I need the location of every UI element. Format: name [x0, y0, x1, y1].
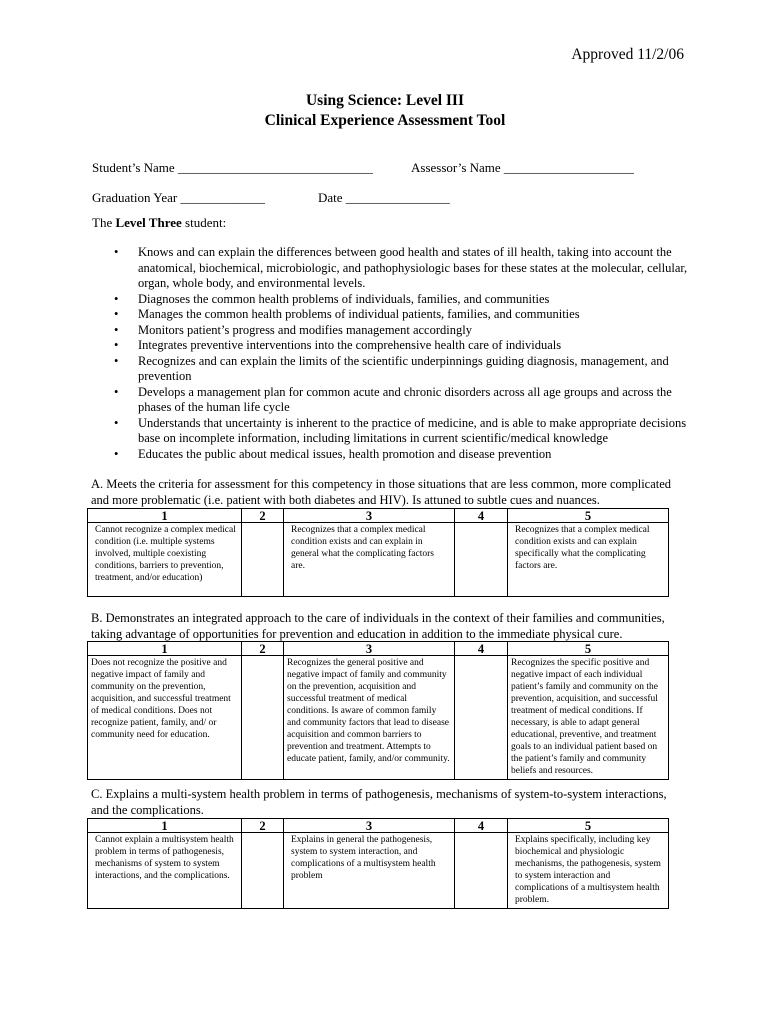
score-3-criteria[interactable]: Recognizes the general positive and negative impact of family and community on the prevention, acquisition and successful treatment of medical conditions. Is aware of common family and community factors that lead to disease acquisition and common barriers to prevention and treatment. Attempts to educate patient, family, and/or community.: [284, 656, 455, 780]
score-1-header: 1: [88, 642, 242, 656]
competency-item: • Monitors patient’s progress and modifies management accordingly: [92, 323, 692, 339]
score-1-header: 1: [88, 819, 242, 833]
lead-prefix: The: [92, 215, 116, 230]
competency-item: • Develops a management plan for common acute and chronic disorders across all age groups and across the phases of the human life cycle: [92, 385, 692, 416]
score-3-header: 3: [284, 642, 455, 656]
score-2-header: 2: [242, 819, 284, 833]
score-1-header: 1: [88, 509, 242, 523]
score-4-cell[interactable]: [455, 523, 508, 597]
score-5-header: 5: [508, 642, 669, 656]
date-field[interactable]: Date ________________: [318, 190, 450, 205]
level-statement: [92, 215, 226, 231]
competency-list: [92, 245, 692, 462]
competency-item: • Understands that uncertainty is inherent to the practice of medicine, and is able to make appropriate decisions base on incomplete information, including limitations in current scientific/medical knowledge: [92, 416, 692, 447]
section-c-rubric: [87, 818, 669, 909]
section-c-heading: C. Explains a multi-system health problem in terms of pathogenesis, mechanisms of system-to-system interactions, and the complications.: [91, 787, 667, 817]
score-3-criteria[interactable]: Recognizes that a complex medical condition exists and can explain in general what the complicating factors are.: [284, 523, 455, 597]
score-1-criteria[interactable]: Does not recognize the positive and negative impact of family and community on the prevention, acquisition, and successful treatment of medical conditions. Does not recognize patient, family, and/ or community need for education.: [88, 656, 242, 780]
score-5-criteria[interactable]: Recognizes that a complex medical condition exists and can explain specifically what the complicating factors are.: [508, 523, 669, 597]
assessor-name-field[interactable]: Assessor’s Name ____________________: [411, 160, 634, 175]
competency-item: • Recognizes and can explain the limits of the scientific underpinnings guiding diagnosis, management, and prevention: [92, 354, 692, 385]
score-4-header: 4: [455, 819, 508, 833]
section-b-heading: B. Demonstrates an integrated approach to the care of individuals in the context of their families and communities, taking advantage of opportunities for prevention and education in addition to the immediate physical cure.: [91, 611, 665, 641]
competency-item: • Manages the common health problems of individual patients, families, and communities: [92, 307, 692, 323]
score-5-header: 5: [508, 819, 669, 833]
score-5-criteria[interactable]: Explains specifically, including key biochemical and physiologic mechanisms, the pathogenesis, system to system interaction and complications of a multisystem health problem.: [508, 833, 669, 909]
page-title: Using Science: Level III: [305, 92, 464, 109]
score-3-header: 3: [284, 819, 455, 833]
score-5-criteria[interactable]: Recognizes the specific positive and negative impact of each individual patient’s family and community on the prevention, acquisition, and successful treatment of medical conditions. If necessary, is able to adapt general educational, preventive, and treatment goals to an individual patient based on the patient’s family and community beliefs and resources.: [508, 656, 669, 780]
score-2-header: 2: [242, 509, 284, 523]
score-2-cell[interactable]: [242, 833, 284, 909]
competency-item: • Knows and can explain the differences between good health and states of ill health, taking into account the anatomical, biochemical, microbiologic, and pathophysiologic bases for these states at the molecular, cellular, organ, whole body, and environmental levels.: [92, 245, 692, 292]
score-1-criteria[interactable]: Cannot recognize a complex medical condition (i.e. multiple systems involved, multiple coexisting conditions, barriers to prevention, treatment, and/or education): [88, 523, 242, 597]
score-4-header: 4: [455, 642, 508, 656]
score-4-header: 4: [455, 509, 508, 523]
section-b-rubric: [87, 641, 669, 780]
student-name-field[interactable]: Student’s Name ______________________________: [92, 160, 373, 175]
lead-suffix: student:: [181, 215, 227, 230]
section-a-rubric: [87, 508, 669, 597]
score-3-criteria[interactable]: Explains in general the pathogenesis, system to system interaction, and complications of a multisystem health problem: [284, 833, 455, 909]
score-4-cell[interactable]: [455, 833, 508, 909]
competency-item: • Educates the public about medical issues, health promotion and disease prevention: [92, 447, 692, 463]
score-2-header: 2: [242, 642, 284, 656]
competency-item: • Integrates preventive interventions into the comprehensive health care of individuals: [92, 338, 692, 354]
graduation-year-field[interactable]: Graduation Year _____________: [92, 190, 265, 205]
approval-date: Approved 11/2/06: [571, 46, 684, 63]
score-2-cell[interactable]: [242, 656, 284, 780]
score-1-criteria[interactable]: Cannot explain a multisystem health problem in terms of pathogenesis, mechanisms of system to system interactions, and the complications.: [88, 833, 242, 909]
score-3-header: 3: [284, 509, 455, 523]
score-2-cell[interactable]: [242, 523, 284, 597]
section-a-heading: A. Meets the criteria for assessment for this competency in those situations that are less common, more complicated and more problematic (i.e. patient with both diabetes and HIV). Is attuned to subtle cues and nuances.: [91, 477, 672, 507]
competency-item: • Diagnoses the common health problems of individuals, families, and communities: [92, 292, 692, 308]
page-subtitle: Clinical Experience Assessment Tool: [264, 112, 506, 129]
score-5-header: 5: [508, 509, 669, 523]
lead-level: Level Three: [115, 215, 182, 230]
score-4-cell[interactable]: [455, 656, 508, 780]
